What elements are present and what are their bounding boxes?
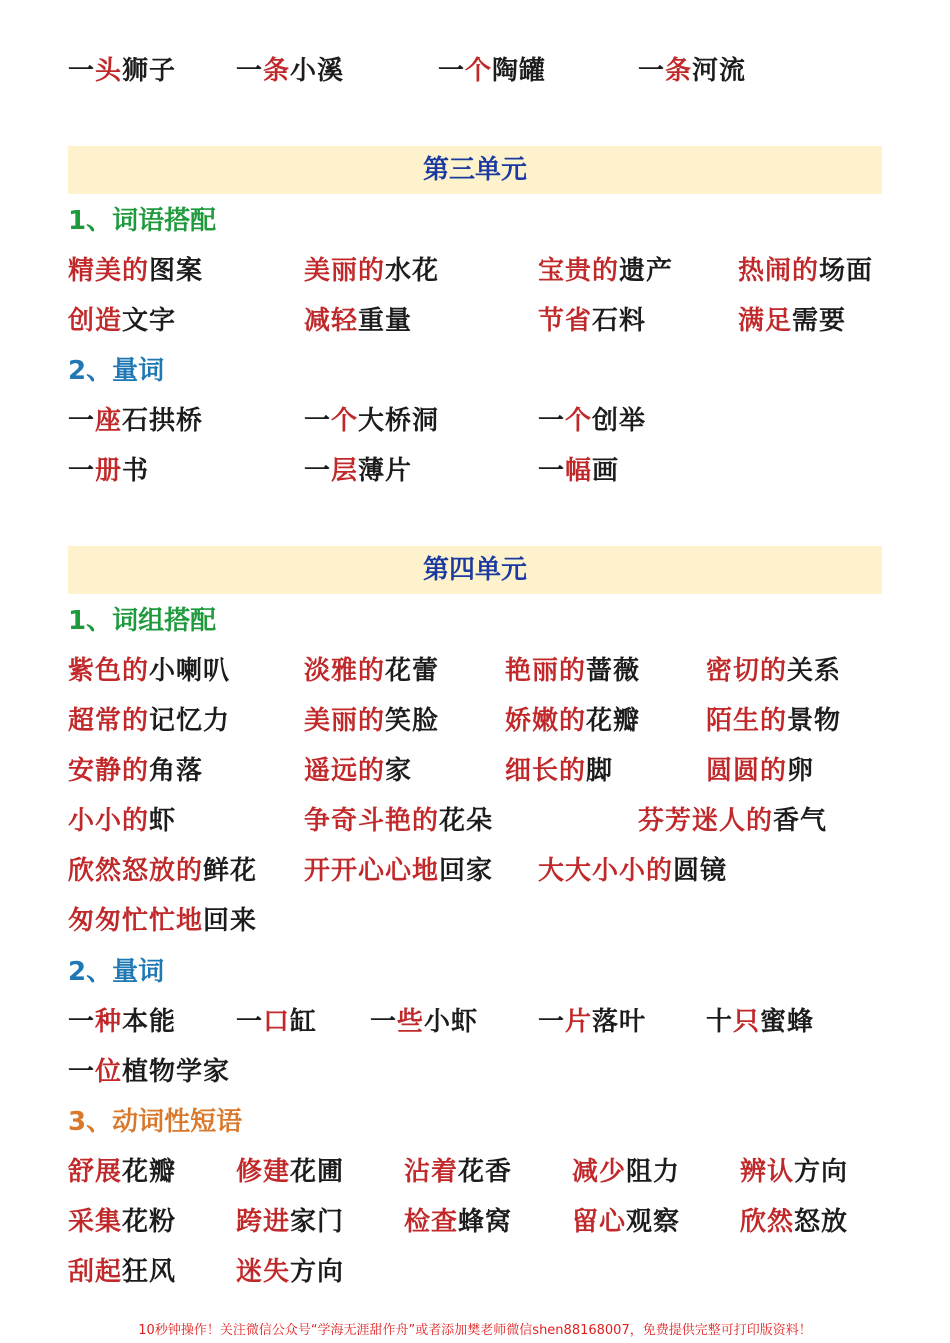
phrase-noun: 花朵 <box>439 806 494 836</box>
phrase-modifier: 种 <box>95 1007 123 1037</box>
phrase-noun: 植物学家 <box>122 1057 231 1087</box>
phrase-item <box>706 656 841 686</box>
phrase-noun: 重量 <box>358 306 413 336</box>
phrase-noun: 阻力 <box>626 1157 681 1187</box>
measure-number: 一 <box>370 1007 398 1037</box>
phrase-noun: 水花 <box>385 256 440 286</box>
phrase-noun: 家门 <box>290 1207 345 1237</box>
measure-number: 一 <box>538 456 566 486</box>
phrase-modifier: 个 <box>565 406 593 436</box>
phrase-noun: 本能 <box>122 1007 177 1037</box>
phrase-item <box>304 456 412 486</box>
phrase-modifier: 册 <box>95 456 123 486</box>
phrase-noun: 花瓣 <box>586 706 641 736</box>
phrase-noun: 遗产 <box>619 256 674 286</box>
phrase-noun: 狮子 <box>122 56 177 86</box>
phrase-modifier: 淡雅的 <box>304 656 386 686</box>
phrase-modifier: 些 <box>397 1007 425 1037</box>
phrase-item <box>538 856 727 886</box>
phrase-item <box>638 56 746 86</box>
measure-number: 一 <box>68 456 96 486</box>
unit4-banner: 第四单元 <box>68 546 882 594</box>
unit4-section1-title: 1、词组搭配 <box>68 606 217 636</box>
phrase-noun: 蜂窝 <box>458 1207 513 1237</box>
phrase-modifier: 刮起 <box>68 1257 123 1287</box>
phrase-modifier: 遥远的 <box>304 756 386 786</box>
measure-number: 十 <box>706 1007 734 1037</box>
phrase-item <box>68 456 149 486</box>
unit3-section1-title: 1、词语搭配 <box>68 206 217 236</box>
phrase-item <box>68 306 176 336</box>
measure-word: 个 <box>465 56 493 86</box>
phrase-modifier: 欣然 <box>740 1207 795 1237</box>
phrase-noun: 需要 <box>792 306 847 336</box>
phrase-noun: 小虾 <box>424 1007 479 1037</box>
phrase-item <box>404 1207 512 1237</box>
measure-number: 一 <box>438 56 466 86</box>
phrase-item <box>505 706 640 736</box>
phrase-item <box>404 1157 512 1187</box>
phrase-item <box>538 256 673 286</box>
unit4-section2-title: 2、量词 <box>68 957 165 987</box>
phrase-item <box>706 706 841 736</box>
measure-number: 一 <box>538 1007 566 1037</box>
phrase-noun: 回来 <box>203 906 258 936</box>
phrase-noun: 狂风 <box>122 1257 177 1287</box>
phrase-noun: 落叶 <box>592 1007 647 1037</box>
phrase-modifier: 采集 <box>68 1207 123 1237</box>
phrase-item <box>304 656 439 686</box>
phrase-modifier: 大大小小的 <box>538 856 674 886</box>
phrase-noun: 花瓣 <box>122 1157 177 1187</box>
measure-number: 一 <box>638 56 666 86</box>
phrase-modifier: 沾着 <box>404 1157 459 1187</box>
measure-number: 一 <box>68 1007 96 1037</box>
phrase-modifier: 争奇斗艳的 <box>304 806 440 836</box>
phrase-item <box>438 56 546 86</box>
phrase-item <box>68 406 203 436</box>
phrase-noun: 卵 <box>787 756 815 786</box>
phrase-noun: 书 <box>122 456 150 486</box>
phrase-modifier: 圆圆的 <box>706 756 788 786</box>
phrase-modifier: 辨认 <box>740 1157 795 1187</box>
phrase-item <box>68 1207 176 1237</box>
phrase-modifier: 满足 <box>738 306 793 336</box>
phrase-modifier: 欣然怒放的 <box>68 856 204 886</box>
phrase-noun: 蜜蜂 <box>760 1007 815 1037</box>
phrase-item <box>304 256 439 286</box>
phrase-noun: 关系 <box>787 656 842 686</box>
phrase-noun: 画 <box>592 456 620 486</box>
phrase-item <box>236 1257 344 1287</box>
phrase-modifier: 安静的 <box>68 756 150 786</box>
phrase-item <box>68 56 176 86</box>
phrase-item <box>236 1207 344 1237</box>
phrase-item <box>638 806 827 836</box>
phrase-item <box>370 1007 478 1037</box>
phrase-modifier: 座 <box>95 406 123 436</box>
phrase-noun: 花圃 <box>290 1157 345 1187</box>
phrase-modifier: 芬芳迷人的 <box>638 806 774 836</box>
phrase-item <box>538 406 646 436</box>
phrase-item <box>738 256 873 286</box>
footer-note: 10秒钟操作！关注微信公众号“学海无涯甜作舟”或者添加樊老师微信shen88168007，免费提供完整可打印版资料！ <box>138 1323 812 1338</box>
phrase-item <box>236 1007 317 1037</box>
phrase-noun: 家 <box>385 756 413 786</box>
phrase-item <box>68 1057 230 1087</box>
measure-number: 一 <box>68 406 96 436</box>
phrase-modifier: 迷失 <box>236 1257 291 1287</box>
phrase-noun: 圆镜 <box>673 856 728 886</box>
phrase-item <box>68 906 257 936</box>
phrase-item <box>304 306 412 336</box>
phrase-item <box>304 806 493 836</box>
phrase-item <box>505 756 613 786</box>
phrase-modifier: 幅 <box>565 456 593 486</box>
phrase-item <box>304 856 493 886</box>
phrase-item <box>304 406 439 436</box>
phrase-modifier: 减少 <box>572 1157 627 1187</box>
phrase-noun: 笑脸 <box>385 706 440 736</box>
phrase-noun: 小喇叭 <box>149 656 231 686</box>
phrase-modifier: 片 <box>565 1007 593 1037</box>
phrase-noun: 蔷薇 <box>586 656 641 686</box>
measure-number: 一 <box>304 456 332 486</box>
phrase-noun: 花蕾 <box>385 656 440 686</box>
phrase-modifier: 匆匆忙忙地 <box>68 906 204 936</box>
measure-number: 一 <box>538 406 566 436</box>
phrase-item <box>304 706 439 736</box>
phrase-noun: 记忆力 <box>149 706 231 736</box>
phrase-modifier: 密切的 <box>706 656 788 686</box>
measure-word: 条 <box>263 56 291 86</box>
measure-number: 一 <box>68 1057 96 1087</box>
phrase-modifier: 精美的 <box>68 256 150 286</box>
phrase-noun: 石拱桥 <box>122 406 204 436</box>
phrase-modifier: 留心 <box>572 1207 627 1237</box>
phrase-noun: 景物 <box>787 706 842 736</box>
phrase-item <box>68 256 203 286</box>
phrase-item <box>505 656 640 686</box>
phrase-noun: 怒放 <box>794 1207 849 1237</box>
phrase-item <box>738 306 846 336</box>
phrase-item <box>68 806 176 836</box>
phrase-noun: 方向 <box>794 1157 849 1187</box>
phrase-noun: 花粉 <box>122 1207 177 1237</box>
phrase-modifier: 创造 <box>68 306 123 336</box>
phrase-item <box>236 1157 344 1187</box>
measure-number: 一 <box>68 56 96 86</box>
phrase-noun: 创举 <box>592 406 647 436</box>
phrase-noun: 大桥洞 <box>358 406 440 436</box>
phrase-item <box>740 1157 848 1187</box>
phrase-noun: 小溪 <box>290 56 345 86</box>
unit4-section3-title: 3、动词性短语 <box>68 1107 243 1137</box>
phrase-noun: 鲜花 <box>203 856 258 886</box>
unit3-banner: 第三单元 <box>68 146 882 194</box>
phrase-modifier: 美丽的 <box>304 706 386 736</box>
phrase-noun: 花香 <box>458 1157 513 1187</box>
phrase-modifier: 开开心心地 <box>304 856 440 886</box>
phrase-modifier: 个 <box>331 406 359 436</box>
phrase-modifier: 跨进 <box>236 1207 291 1237</box>
phrase-item <box>706 1007 814 1037</box>
phrase-item <box>706 756 814 786</box>
phrase-noun: 石料 <box>592 306 647 336</box>
phrase-item <box>68 1157 176 1187</box>
measure-number: 一 <box>236 1007 264 1037</box>
phrase-noun: 方向 <box>290 1257 345 1287</box>
phrase-noun: 场面 <box>819 256 874 286</box>
phrase-modifier: 艳丽的 <box>505 656 587 686</box>
phrase-modifier: 陌生的 <box>706 706 788 736</box>
phrase-item <box>68 856 257 886</box>
measure-number: 一 <box>236 56 264 86</box>
phrase-item <box>236 56 344 86</box>
phrase-noun: 缸 <box>290 1007 318 1037</box>
measure-number: 一 <box>304 406 332 436</box>
phrase-noun: 脚 <box>586 756 614 786</box>
unit3-section2-title: 2、量词 <box>68 356 165 386</box>
phrase-modifier: 只 <box>733 1007 761 1037</box>
measure-word: 条 <box>665 56 693 86</box>
phrase-item <box>304 756 412 786</box>
phrase-noun: 观察 <box>626 1207 681 1237</box>
phrase-modifier: 节省 <box>538 306 593 336</box>
phrase-noun: 陶罐 <box>492 56 547 86</box>
phrase-item <box>68 706 230 736</box>
phrase-modifier: 娇嫩的 <box>505 706 587 736</box>
phrase-modifier: 层 <box>331 456 359 486</box>
phrase-item <box>740 1207 848 1237</box>
phrase-noun: 河流 <box>692 56 747 86</box>
phrase-modifier: 美丽的 <box>304 256 386 286</box>
phrase-modifier: 细长的 <box>505 756 587 786</box>
phrase-item <box>68 1007 176 1037</box>
phrase-noun: 薄片 <box>358 456 413 486</box>
phrase-noun: 虾 <box>149 806 177 836</box>
phrase-modifier: 减轻 <box>304 306 359 336</box>
phrase-modifier: 小小的 <box>68 806 150 836</box>
phrase-modifier: 热闹的 <box>738 256 820 286</box>
phrase-modifier: 超常的 <box>68 706 150 736</box>
phrase-modifier: 修建 <box>236 1157 291 1187</box>
phrase-noun: 香气 <box>773 806 828 836</box>
phrase-noun: 图案 <box>149 256 204 286</box>
phrase-item <box>572 1157 680 1187</box>
phrase-item <box>538 1007 646 1037</box>
phrase-modifier: 检查 <box>404 1207 459 1237</box>
phrase-modifier: 位 <box>95 1057 123 1087</box>
phrase-item <box>68 1257 176 1287</box>
phrase-noun: 文字 <box>122 306 177 336</box>
phrase-modifier: 口 <box>263 1007 291 1037</box>
phrase-noun: 角落 <box>149 756 204 786</box>
phrase-modifier: 宝贵的 <box>538 256 620 286</box>
measure-word: 头 <box>95 56 123 86</box>
phrase-item <box>538 456 619 486</box>
phrase-item <box>572 1207 680 1237</box>
phrase-noun: 回家 <box>439 856 494 886</box>
phrase-item <box>538 306 646 336</box>
phrase-item <box>68 756 203 786</box>
phrase-item <box>68 656 230 686</box>
phrase-modifier: 舒展 <box>68 1157 123 1187</box>
phrase-modifier: 紫色的 <box>68 656 150 686</box>
